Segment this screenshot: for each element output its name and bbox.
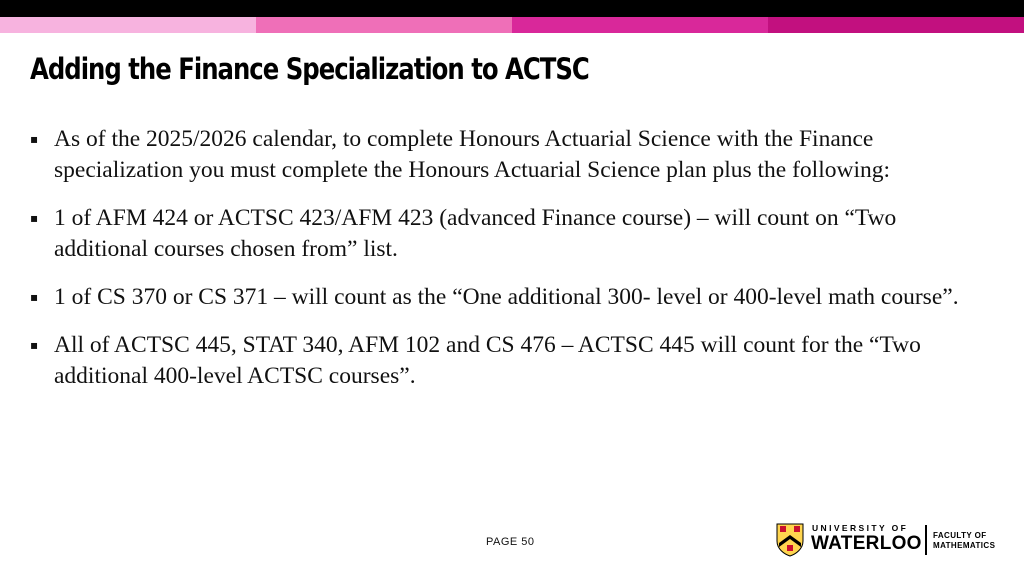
bullet-item xyxy=(30,124,990,186)
bullet-list xyxy=(30,124,990,392)
bullet-marker-icon: ▪ xyxy=(30,338,39,352)
shield-lion-1 xyxy=(780,526,786,532)
bullet-text: All of ACTSC 445, STAT 340, AFM 102 and CS 476 – ACTSC 445 will count for the “Two additional 400-level ACTSC courses”. xyxy=(54,332,921,389)
top-black-bar xyxy=(0,0,1024,17)
bullet-item xyxy=(30,203,990,265)
logo-divider xyxy=(925,525,927,555)
logo-faculty-line2: MATHEMATICS xyxy=(933,541,996,550)
header-bar-light-pink xyxy=(0,17,256,33)
bullet-marker-icon: ▪ xyxy=(30,211,39,225)
bullet-text: 1 of CS 370 or CS 371 – will count as the “One additional 300- level or 400-level math course”. xyxy=(54,284,959,310)
logo-university-of: UNIVERSITY OF xyxy=(812,523,909,533)
bullet-marker-icon: ▪ xyxy=(30,132,39,146)
header-color-bars xyxy=(0,17,1024,33)
bullet-item xyxy=(30,330,990,392)
university-logo xyxy=(776,521,1000,561)
shield-lion-2 xyxy=(794,526,800,532)
bullet-text: 1 of AFM 424 or ACTSC 423/AFM 423 (advanced Finance course) – will count on “Two additional courses chosen from” list. xyxy=(54,205,897,262)
logo-faculty-line1: FACULTY OF xyxy=(933,531,987,540)
bullet-item xyxy=(30,282,990,313)
shield-icon xyxy=(776,523,804,557)
slide-title: Adding the Finance Specialization to ACTSC xyxy=(30,52,589,86)
header-bar-deep-magenta xyxy=(768,17,1024,33)
shield-lion-3 xyxy=(787,545,793,551)
page-number: PAGE 50 xyxy=(486,536,535,548)
header-bar-magenta xyxy=(512,17,768,33)
header-bar-pink xyxy=(256,17,512,33)
logo-waterloo: WATERLOO xyxy=(811,533,922,554)
bullet-text: As of the 2025/2026 calendar, to complete Honours Actuarial Science with the Finance specialization you must complete the Honours Actuarial Science plan plus the following: xyxy=(54,126,891,183)
bullet-marker-icon: ▪ xyxy=(30,290,39,304)
